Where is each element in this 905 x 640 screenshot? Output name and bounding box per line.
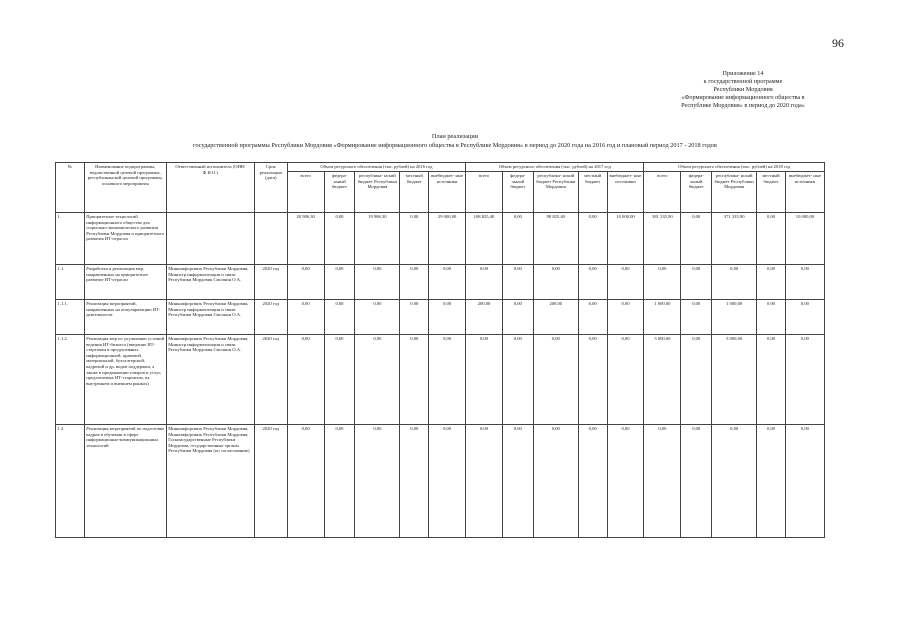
row-value: 0,00 — [400, 300, 429, 335]
row-value: 0,00 — [429, 425, 466, 538]
row-value: 0,00 — [502, 300, 533, 335]
row-value: 0,00 — [429, 265, 466, 300]
row-num: 1. — [56, 213, 85, 265]
subheader-extrabudget: внебюджет- ные источники — [607, 172, 644, 213]
row-value: 0,00 — [502, 213, 533, 265]
row-value: 0,00 — [785, 425, 824, 538]
row-value: 0,00 — [607, 335, 644, 425]
row-term: 2020 год — [254, 265, 287, 300]
row-term: 2020 год — [254, 300, 287, 335]
row-num: 1.1. — [56, 265, 85, 300]
table-row — [56, 265, 825, 300]
row-value: 0,00 — [400, 213, 429, 265]
row-value: 0,00 — [712, 265, 757, 300]
appendix-line: к государственной программе — [703, 78, 783, 85]
row-value: 200,00 — [466, 300, 503, 335]
row-value: 0,00 — [287, 265, 324, 300]
row-value: 0,00 — [578, 213, 607, 265]
row-responsible: Минкомфорсвязь Республики Мордовия, Министр информатизации и связи Республики Мордовия Смолкин О.А. — [166, 335, 254, 425]
row-value: 0,00 — [466, 335, 503, 425]
row-value: 5 000,00 — [644, 335, 681, 425]
row-value: 0,00 — [287, 335, 324, 425]
row-value: 108 825,40 — [466, 213, 503, 265]
row-value: 0,00 — [681, 265, 712, 300]
row-value: 0,00 — [578, 265, 607, 300]
row-num: 1.2. — [56, 425, 85, 538]
subheader-federal: федера- льный бюджет — [502, 172, 533, 213]
row-value: 5 000,00 — [712, 335, 757, 425]
row-value: 0,00 — [466, 425, 503, 538]
row-value: 0,00 — [757, 213, 786, 265]
subheader-local: местный бюджет — [400, 172, 429, 213]
row-value: 10 000,00 — [607, 213, 644, 265]
row-value: 0,00 — [429, 335, 466, 425]
row-value: 0,00 — [607, 300, 644, 335]
row-value: 0,00 — [533, 265, 578, 300]
row-value: 0,00 — [324, 300, 355, 335]
row-name: Реализация мероприятий по подготовке кадров в обучении в сфере информационно-коммуникационных технологий — [84, 425, 166, 538]
header-num: № — [56, 163, 85, 213]
title-line-2: государственной программы Республики Мордовия «Формирование информационного общества в Республике Мордовия» в период до 2020 года на 2016 год и плановый период 2017 - 2018 годов — [193, 141, 717, 149]
row-value: 0,00 — [607, 425, 644, 538]
row-value: 0,00 — [681, 300, 712, 335]
row-name: Разработка и реализация мер, направленных на приоритетное развитие ИТ-отрасли — [84, 265, 166, 300]
row-value: 0,00 — [785, 300, 824, 335]
row-value: 1 000,00 — [644, 300, 681, 335]
header-group-2018: Объем ресурсного обеспечения (тыс. рублей) на 2018 год — [644, 163, 825, 172]
row-value: 0,00 — [785, 265, 824, 300]
row-value: 0,00 — [324, 335, 355, 425]
row-value: 371 335,90 — [712, 213, 757, 265]
row-value: 0,00 — [502, 335, 533, 425]
row-value: 0,00 — [757, 425, 786, 538]
row-value: 0,00 — [355, 300, 400, 335]
subheader-federal: федера- льный бюджет — [324, 172, 355, 213]
subheader-republic: республика- нский бюджет Республики Мордовия — [355, 172, 400, 213]
row-value: 0,00 — [533, 335, 578, 425]
page-number: 96 — [832, 36, 844, 50]
table-row — [56, 335, 825, 425]
row-name: Реализация мероприятий, направленных на популяризацию ИТ-деятельности — [84, 300, 166, 335]
row-name: Реализация мер по улучшению условий ведения ИТ-бизнеса (введение ИТ-стартапам в продуктивных информационной, правовой, материальной, бухгалтерской, кадровой и др. видов поддержки, а также в продвижении товаров и услуг, предлагаемых ИТ-стартапом, их внутреннем и внешнем рынках) — [84, 335, 166, 425]
subheader-local: местный бюджет — [757, 172, 786, 213]
row-value: 0,00 — [400, 335, 429, 425]
row-value: 0,00 — [324, 425, 355, 538]
subheader-republic: республика- нский бюджет Республики Мордовия — [712, 172, 757, 213]
table-row — [56, 213, 825, 265]
row-responsible: Минкомфорсвязь Республики Мордовия, Министр информатизации и связи Республики Мордовия Смолкин О.А. — [166, 300, 254, 335]
appendix-line: Республике Мордовия» в период до 2020 года» — [681, 102, 805, 109]
row-value: 0,00 — [712, 425, 757, 538]
row-responsible — [166, 213, 254, 265]
row-value: 0,00 — [429, 300, 466, 335]
row-value: 0,00 — [533, 425, 578, 538]
plan-table — [55, 162, 825, 538]
row-value: 381 335,90 — [644, 213, 681, 265]
table-row — [56, 425, 825, 538]
row-value: 0,00 — [681, 425, 712, 538]
row-num: 1.1.2. — [56, 335, 85, 425]
subheader-extrabudget: внебюджет- ные источники — [785, 172, 824, 213]
row-term: 2020 год — [254, 425, 287, 538]
row-value: 20 986,30 — [287, 213, 324, 265]
row-name: Приоритетное технологий информационного общества для социально-экономического развития Республики Мордовия и приоритетного развития ИТ-отрасли — [84, 213, 166, 265]
row-value: 0,00 — [757, 300, 786, 335]
row-value: 29 000,00 — [429, 213, 466, 265]
subheader-local: местный бюджет — [578, 172, 607, 213]
subheader-total: всего — [287, 172, 324, 213]
row-value: 0,00 — [681, 213, 712, 265]
title-line-1: План реализации — [431, 133, 479, 140]
row-value: 0,00 — [287, 300, 324, 335]
header-group-2016: Объем ресурсного обеспечения (тыс. рублей) на 2016 год — [287, 163, 465, 172]
header-responsible: Ответственный исполнитель (ОИВ/Ф.И.О.) — [166, 163, 254, 213]
table-row — [56, 300, 825, 335]
appendix-line: Приложение 14 — [722, 70, 764, 77]
row-value: 0,00 — [400, 265, 429, 300]
row-value: 0,00 — [502, 265, 533, 300]
subheader-federal: федера- льный бюджет — [681, 172, 712, 213]
row-value: 0,00 — [578, 300, 607, 335]
row-value: 19 986,30 — [355, 213, 400, 265]
row-value: 0,00 — [644, 425, 681, 538]
row-value: 0,00 — [355, 265, 400, 300]
subheader-republic: республика- нский бюджет Республики Мордовия — [533, 172, 578, 213]
subheader-extrabudget: внебюджет- ные источники — [429, 172, 466, 213]
row-term — [254, 213, 287, 265]
document-title — [90, 133, 820, 150]
row-value: 0,00 — [578, 335, 607, 425]
row-value: 0,00 — [607, 265, 644, 300]
row-term: 2020 год — [254, 335, 287, 425]
row-value: 10 000,00 — [785, 213, 824, 265]
row-value: 0,00 — [355, 335, 400, 425]
subheader-total: всего — [644, 172, 681, 213]
row-value: 0,00 — [644, 265, 681, 300]
row-num: 1.1.1. — [56, 300, 85, 335]
appendix-note — [653, 70, 833, 110]
header-name: Наименование подпрограммы, ведомственной целевой программы, республиканской целевой программы, основного мероприятия — [84, 163, 166, 213]
row-value: 0,00 — [785, 335, 824, 425]
row-value: 0,00 — [355, 425, 400, 538]
appendix-line: Республики Мордовия — [713, 86, 773, 93]
appendix-line: «Формирование информационного общества в — [681, 94, 805, 101]
row-value: 0,00 — [324, 213, 355, 265]
subheader-total: всего — [466, 172, 503, 213]
row-value: 0,00 — [681, 335, 712, 425]
row-value: 0,00 — [400, 425, 429, 538]
row-responsible: Минкомфорсвязь Республики Мордовия, Минкомфорсвязь Республики Мордовия, Госкомсударственные Республики Мордовия, государственные органы Республики Мордовия (по согласованию) — [166, 425, 254, 538]
header-group-2017: Объем ресурсного обеспечения (тыс. рублей) на 2017 год — [466, 163, 644, 172]
row-value: 0,00 — [466, 265, 503, 300]
row-value: 0,00 — [757, 265, 786, 300]
row-value: 0,00 — [502, 425, 533, 538]
row-value: 1 000,00 — [712, 300, 757, 335]
header-term: Срок реализации (дата) — [254, 163, 287, 213]
row-value: 0,00 — [578, 425, 607, 538]
row-value: 98 825,40 — [533, 213, 578, 265]
row-value: 0,00 — [324, 265, 355, 300]
row-value: 0,00 — [287, 425, 324, 538]
row-responsible: Минкомфорсвязь Республики Мордовия, Министр информатизации и связи Республики Мордовия Смолкин О.А. — [166, 265, 254, 300]
row-value: 0,00 — [757, 335, 786, 425]
row-value: 200,00 — [533, 300, 578, 335]
